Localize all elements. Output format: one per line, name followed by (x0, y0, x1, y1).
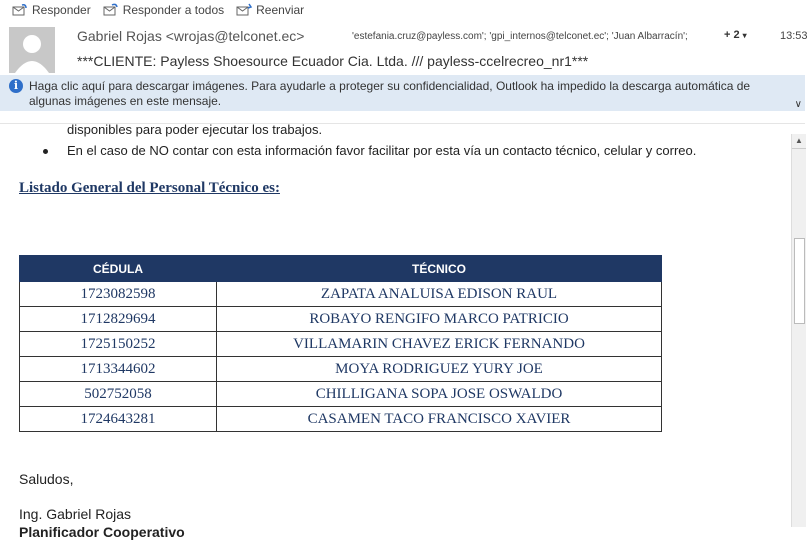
tecnico-cell: VILLAMARIN CHAVEZ ERICK FERNANDO (217, 332, 662, 357)
recipients[interactable]: 'estefania.cruz@payless.com'; 'gpi_internos@telconet.ec'; 'Juan Albarracín'; (352, 31, 688, 42)
forward-icon (236, 3, 252, 17)
cedula-cell: 502752058 (20, 382, 217, 407)
tecnico-cell: MOYA RODRIGUEZ YURY JOE (217, 357, 662, 382)
cedula-cell: 1725150252 (20, 332, 217, 357)
cedula-cell: 1724643281 (20, 407, 217, 432)
more-recipients-count: + 2 (724, 29, 740, 41)
table-row (20, 407, 662, 432)
info-icon: i (9, 79, 23, 93)
reply-all-button[interactable] (103, 3, 224, 17)
reply-icon (12, 3, 28, 17)
subject: ***CLIENTE: Payless Shoesource Ecuador Cia. Ltda. /// payless-ccelrecreo_nr1*** (77, 53, 589, 69)
sender[interactable]: Gabriel Rojas <wrojas@telconet.ec> (77, 28, 305, 44)
table-row (20, 282, 662, 307)
avatar[interactable] (9, 27, 55, 73)
reply-label: Responder (32, 3, 91, 17)
closing-greeting: Saludos, (19, 471, 74, 487)
cedula-cell: 1712829694 (20, 307, 217, 332)
scrollbar-thumb[interactable] (794, 238, 805, 324)
person-icon (9, 27, 55, 73)
table-row (20, 357, 662, 382)
cedula-cell: 1723082598 (20, 282, 217, 307)
images-blocked-infobar[interactable] (0, 75, 805, 111)
infobar-text: Haga clic aquí para descargar imágenes. Para ayudarle a proteger su confidencialidad, Outlook ha impedido la descarga automática de algunas imágenes en este mensaje. (29, 79, 751, 108)
received-time: 13:53 (780, 30, 808, 42)
signature-title: Planificador Cooperativo (19, 524, 185, 540)
chevron-down-icon: ▾ (742, 31, 747, 40)
tecnico-cell: ROBAYO RENGIFO MARCO PATRICIO (217, 307, 662, 332)
table-row (20, 382, 662, 407)
vertical-scrollbar[interactable] (791, 134, 806, 527)
forward-button[interactable] (236, 3, 304, 17)
message-header (0, 20, 808, 75)
cedula-cell: 1713344602 (20, 357, 217, 382)
forward-label: Reenviar (256, 3, 305, 17)
reply-all-icon (103, 3, 119, 17)
bullet-text: En el caso de NO contar con esta información favor facilitar por esta vía un contacto técnico, celular y correo. (67, 143, 697, 158)
more-recipients-button[interactable] (724, 29, 747, 41)
signature-name: Ing. Gabriel Rojas (19, 506, 132, 522)
message-toolbar (0, 0, 805, 20)
reply-button[interactable] (12, 3, 91, 17)
column-header-cedula: CÉDULA (20, 256, 217, 282)
tecnico-cell: CHILLIGANA SOPA JOSE OSWALDO (217, 382, 662, 407)
message-body (0, 122, 790, 540)
scroll-up-icon[interactable]: ▲ (792, 134, 806, 149)
reply-all-label: Responder a todos (122, 3, 225, 17)
tecnico-cell: CASAMEN TACO FRANCISCO XAVIER (217, 407, 662, 432)
column-header-tecnico: TÉCNICO (217, 256, 662, 282)
chevron-down-icon[interactable]: ∨ (794, 99, 802, 110)
tecnico-cell: ZAPATA ANALUISA EDISON RAUL (217, 282, 662, 307)
table-row (20, 332, 662, 357)
bullet-icon (43, 149, 48, 154)
technician-table (19, 255, 662, 432)
section-heading: Listado General del Personal Técnico es: (19, 180, 280, 196)
table-header-row (20, 256, 662, 282)
table-row (20, 307, 662, 332)
body-partial-line: disponibles para poder ejecutar los trabajos. (67, 122, 323, 137)
